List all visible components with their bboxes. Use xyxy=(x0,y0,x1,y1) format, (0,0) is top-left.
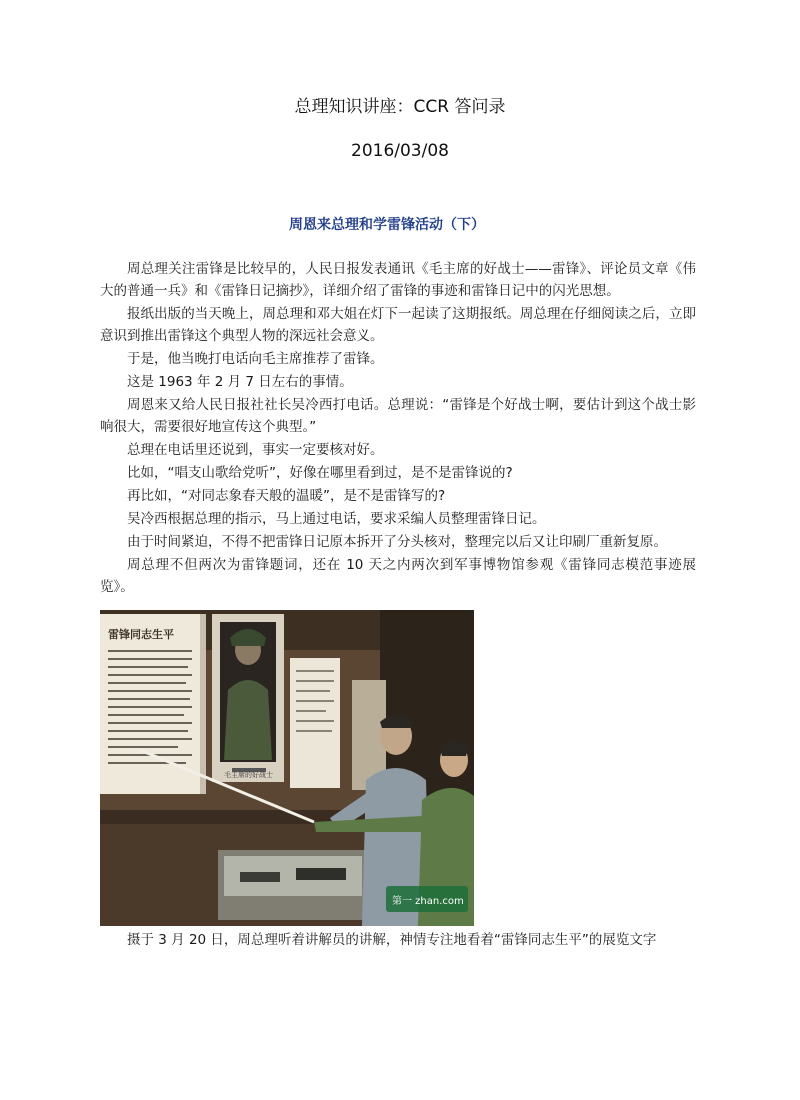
article-paragraph: 吴冷西根据总理的指示，马上通过电话，要求采编人员整理雷锋日记。 xyxy=(127,511,546,527)
article-paragraph: 周总理关注雷锋是比较早的，人民日报发表通讯《毛主席的好战士——雷锋》、评论员文章《伟大的普通一兵》和《雷锋日记摘抄》，详细介绍了雷锋的事迹和雷锋日记中的闪光思想。 xyxy=(100,261,696,299)
page-date: 2016/03/08 xyxy=(351,141,449,161)
exhibition-photo xyxy=(100,610,474,926)
photo-watermark: 第一 zhan.com xyxy=(392,896,464,907)
article-paragraph: 于是，他当晚打电话向毛主席推荐了雷锋。 xyxy=(127,351,384,367)
article-body xyxy=(100,258,696,599)
article-paragraph: 周总理不但两次为雷锋题词，还在 10 天之内两次到军事博物馆参观《雷锋同志模范事迹展览》。 xyxy=(100,557,696,595)
article-title: 周恩来总理和学雷锋活动（下） xyxy=(289,217,485,233)
article-paragraph: 由于时间紧迫，不得不把雷锋日记原本拆开了分头核对，整理完以后又让印刷厂重新复原。 xyxy=(127,534,667,550)
article-paragraph: 这是 1963 年 2 月 7 日左右的事情。 xyxy=(127,374,353,390)
photo-portrait-caption: 毛主席的好战士 xyxy=(224,771,273,779)
photo-board-text: 雷锋同志生平 xyxy=(108,628,174,641)
article-paragraph: 总理在电话里还说到，事实一定要核对好。 xyxy=(127,442,384,458)
article-paragraph: 周恩来又给人民日报社社长吴冷西打电话。总理说：“雷锋是个好战士啊，要估计到这个战士影响很大，需要很好地宣传这个典型。” xyxy=(100,397,696,435)
article-paragraph: 报纸出版的当天晚上，周总理和邓大姐在灯下一起读了这期报纸。周总理在仔细阅读之后，立即意识到推出雷锋这个典型人物的深远社会意义。 xyxy=(100,306,696,344)
page-title: 总理知识讲座：CCR 答问录 xyxy=(294,97,506,117)
photo-caption: 摄于 3 月 20 日，周总理听着讲解员的讲解，神情专注地看着“雷锋同志生平”的展览文字 xyxy=(127,932,657,948)
article-paragraph: 比如，“唱支山歌给党听”，好像在哪里看到过，是不是雷锋说的? xyxy=(127,465,513,481)
article-paragraph: 再比如，“对同志象春天般的温暖”，是不是雷锋写的? xyxy=(127,488,446,504)
